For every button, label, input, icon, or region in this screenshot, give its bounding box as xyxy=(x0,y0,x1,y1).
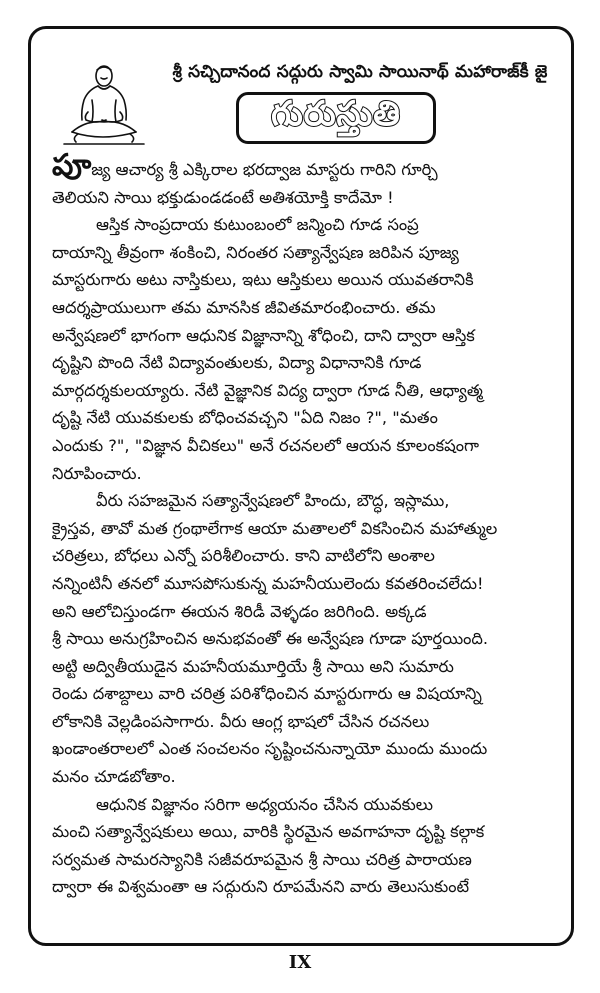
text-line: అని ఆలోచిస్తుండగా ఈయన శిరిడీ వెళ్ళడం జరిగింది. అక్కడ xyxy=(52,601,427,621)
text-line: మాస్టరుగారు అటు నాస్తికులు, ఇటు ఆస్తికులు అయిన యువతరానికి xyxy=(52,270,474,290)
text-line: దృష్టిని పొంది నేటి విద్యావంతులకు, విద్యా విధానానికి గూడ xyxy=(52,353,422,373)
text-line: దృష్టి నేటి యువకులకు బోధించవచ్చని "ఏది నిజం ?", "మతం xyxy=(52,408,438,428)
text-line: రెండు దశాబ్దాలు వారి చరిత్ర పరిశోధించిన మాస్టరుగారు ఆ విషయాన్ని xyxy=(52,684,482,704)
text-line: చరిత్రలు, బోధలు ఎన్నో పరిశీలించారు. కాని వాటిలోని అంశాల xyxy=(52,546,435,566)
text-line: అన్వేషణలో భాగంగా ఆధునిక విజ్ఞానాన్ని శోధించి, దాని ద్వారా ఆస్తిక xyxy=(52,325,475,345)
title-box xyxy=(236,92,436,144)
text-line: దాయాన్ని తీవ్రంగా శంకించి, నిరంతర సత్యాన్వేషణ జరిపిన పూజ్య xyxy=(52,242,459,262)
text-line: మార్గదర్శకులయ్యారు. నేటి వైజ్ఞానిక విద్య ద్వారా గూడ నీతి, ఆధ్యాత్మ xyxy=(52,380,483,400)
drop-cap: పూ xyxy=(52,148,92,183)
text-line: ఆస్తిక సాంప్రదాయ కుటుంబంలో జన్మించి గూడ సంప్ర xyxy=(96,215,419,235)
text-line: వీరు సహజమైన సత్యాన్వేషణలో హిందు, బౌద్ధ, ఇస్లాము, xyxy=(96,491,450,511)
text-line: క్రైస్తవ, తావో మత గ్రంథాలేగాక ఆయా మతాలలో వికసించిన మహాత్ముల xyxy=(52,518,498,538)
text-line: నన్నింటినీ తనలో మూసపోసుకున్న మహనీయులెందు కవతరించలేదు! xyxy=(52,573,484,593)
text-line: ఎందుకు ?", "విజ్ఞాన వీచికలు" అనే రచనలలో ఆయన కూలంకషంగా xyxy=(52,435,479,455)
page-title: గురుస్తుతి xyxy=(271,94,401,134)
text-line: మంచి సత్యాన్వేషకులు అయి, వారికి స్థిరమైన అవగాహనా దృష్టి కల్గాక xyxy=(52,822,485,842)
text-line: శ్రీ సాయి అనుగ్రహించిన అనుభవంతో ఈ అన్వేషణ గూడా పూర్తయింది. xyxy=(52,629,489,649)
seated-sage-illustration-icon xyxy=(58,56,150,148)
page-number: IX xyxy=(288,952,312,973)
text-line: మనం చూడబోతాం. xyxy=(52,767,176,787)
text-line: ద్వారా ఈ విశ్వమంతా ఆ సద్గురుని రూపమేనని వారు తెలుసుకుంటే xyxy=(52,877,470,897)
text-line: సర్వమత సామరస్యానికి సజీవరూపమైన శ్రీ సాయి చరిత్ర పారాయణ xyxy=(52,849,472,869)
text-line: ఖండాంతరాలలో ఎంత సంచలనం సృష్టించనున్నాయో ముందు ముందు xyxy=(52,739,488,759)
text-line: ఆధునిక విజ్ఞానం సరిగా అధ్యయనం చేసిన యువకులు xyxy=(96,794,433,814)
text-line: ఆదర్శప్రాయులుగా తమ మానసిక జీవితమారంభించారు. తమ xyxy=(52,297,436,317)
text-line: తెలియని సాయి భక్తుడుండడంటే అతిశయోక్తి కాదేమో ! xyxy=(52,187,394,207)
article-body xyxy=(52,148,564,901)
text-line: లోకానికి వెల్లడింపసాగారు. వీరు ఆంగ్ల భాషలో చేసిన రచనలు xyxy=(52,711,430,731)
text-line: నిరూపించారు. xyxy=(52,463,142,483)
text-line: పూజ్య ఆచార్య శ్రీ ఎక్కిరాల భరద్వాజ మాస్టరు గారిని గూర్చి xyxy=(52,148,438,183)
text-line: అట్టి అద్వితీయుడైన మహనీయమూర్తియే శ్రీ సాయి అని సుమారు xyxy=(52,656,454,676)
invocation-line: శ్రీ సచ్చిదానంద సద్గురు స్వామి సాయినాథ్ మహారాజ్‌కీ జై xyxy=(172,62,548,82)
